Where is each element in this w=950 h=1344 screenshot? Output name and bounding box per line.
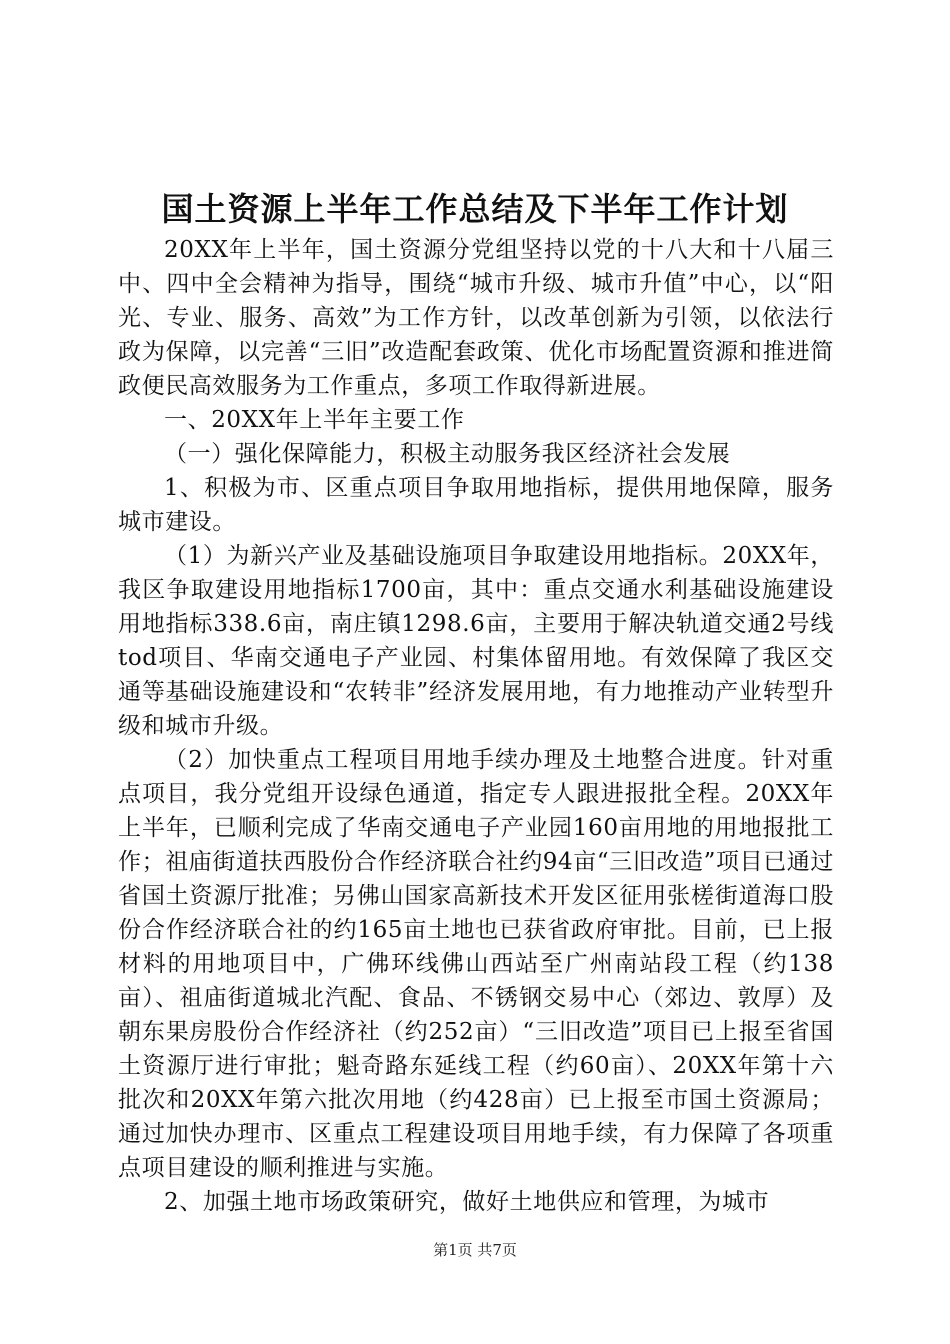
item-1-2-paragraph: （2）加快重点工程项目用地手续办理及土地整合进度。针对重点项目，我分党组开设绿色通道，指定专人跟进报批全程。20XX年上半年，已顺利完成了华南交通电子产业园160亩用地的用地报批工作；祖庙街道扶西股份合作经济联合社约94亩“三旧改造”项目已通过省国土资源厅批准；另佛山国家高新技术开发区征用张槎街道海口股份合作经济联合社的约165亩土地也已获省政府审批。目前，已上报材料的用地项目中，广佛环线佛山西站至广州南站段工程（约138亩）、祖庙街道城北汽配、食品、不锈钢交易中心（郊边、敦厚）及朝东果房股份合作经济社（约252亩）“三旧改造”项目已上报至省国土资源厅进行审批；魁奇路东延线工程（约60亩）、20XX年第十六批次和20XX年第六批次用地（约428亩）已上报至市国土资源局；通过加快办理市、区重点工程建设项目用地手续，有力保障了各项重点项目建设的顺利推进与实施。 (118, 747, 834, 1181)
document-body (118, 233, 834, 1219)
page-number-footer: 第1页 共7页 (433, 1241, 517, 1259)
item-1-1-paragraph: （1）为新兴产业及基础设施项目争取建设用地指标。20XX年，我区争取建设用地指标1700亩，其中：重点交通水利基础设施建设用地指标338.6亩，南庄镇1298.6亩，主要用于解决轨道交通2号线tod项目、华南交通电子产业园、村集体留用地。有效保障了我区交通等基础设施建设和“农转非”经济发展用地，有力地推动产业转型升级和城市升级。 (118, 543, 834, 739)
item-1-paragraph: 1、积极为市、区重点项目争取用地指标，提供用地保障，服务城市建设。 (118, 475, 834, 535)
intro-paragraph: 20XX年上半年，国土资源分党组坚持以党的十八大和十八届三中、四中全会精神为指导，围绕“城市升级、城市升值”中心，以“阳光、专业、服务、高效”为工作方针，以改革创新为引领，以依法行政为保障，以完善“三旧”改造配套政策、优化市场配置资源和推进简政便民高效服务为工作重点，多项工作取得新进展。 (118, 237, 834, 399)
document-title: 国土资源上半年工作总结及下半年工作计划 (161, 190, 789, 228)
section-heading: 一、20XX年上半年主要工作 (164, 407, 465, 433)
subsection-heading: （一）强化保障能力，积极主动服务我区经济社会发展 (164, 441, 731, 467)
item-2-paragraph: 2、加强土地市场政策研究，做好土地供应和管理，为城市 (164, 1189, 770, 1215)
